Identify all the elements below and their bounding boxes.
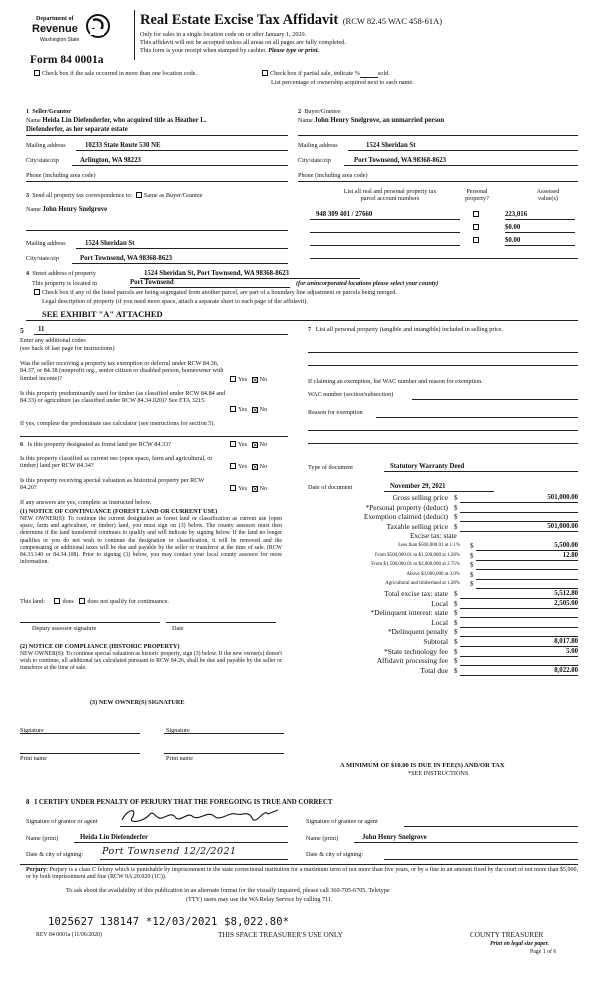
grantor-name-label: Name (print) [26,835,59,842]
grantor-signature[interactable] [118,806,288,828]
parcels-col3-line2: value(s) [538,195,558,203]
sec5-q2-no-label: No [259,406,268,413]
buyer-city-label: City/state/zip [298,157,331,164]
tax-row-2-currency: $ [454,513,458,522]
grantor-date-city-label: Date & city of signing: [26,851,84,858]
grantee-sig-label: Signature of grantee or agent [306,818,378,825]
seller-title: Seller/Grantor [32,108,72,115]
dept-line1: Department of [36,16,74,22]
this-land-row [20,598,169,605]
sec6-q3-yes-checkbox[interactable] [230,485,236,491]
notice1-body: NEW OWNER(S): To continue the current designation as forest land or classification as current use (open space, farm and agriculture, or timber) land, you must sign on (3) below. The county assessor must then determine if the land transferred continues to qualify and will indicate by signing below. If the land no longer qualifies or you do not wish to continue the designation or classification, it will be removed and the compensating or additional taxes will be due and payable by the seller or transferor at the time of sale. (RCW 84.33.140 or 84.34.108). Prior to signing (3) below, you may contact your local county assessor for more information. [20,516,282,566]
same-as-buyer-label: Same as Buyer/Grantee [143,192,203,199]
tax-bracket-3-value[interactable] [476,571,578,580]
grantee-name[interactable]: John Henry Snelgrove [362,834,427,841]
land-does-not-label: does not qualify for continuance. [87,598,169,605]
land-does-checkbox[interactable] [54,598,60,604]
sec5-q1-yes-label: Yes [238,376,248,383]
certify-text: I CERTIFY UNDER PENALTY OF PERJURY THAT THE FOREGOING IS TRUE AND CORRECT [34,799,333,806]
tax-row-0-label: Gross selling price [392,493,448,502]
sec6-q2-answer[interactable] [230,463,267,470]
tax-total-5-currency: $ [454,638,458,646]
buyer-phone-label: Phone (including area code) [298,172,368,179]
add-codes-label: Enter any additional codes [20,337,86,344]
tax-row-2-value[interactable] [460,513,578,522]
sec5-q1-no-label: No [259,376,268,383]
header-note2: This affidavit will not be accepted unless all areas on all pages are fully completed. [140,39,346,46]
sec6-q3-no-checkbox[interactable]: ✕ [252,486,258,493]
seller-name-label: Name [26,117,41,124]
corr-name-label: Name [26,206,41,213]
see-exhibit: SEE EXHIBIT "A" ATTACHED [42,309,163,319]
tax-total-6-value[interactable]: 5.00 [460,648,578,657]
doc-type-label: Type of document [308,464,353,471]
legal-desc-label: Legal description of property (if you need more space, attach a separate sheet to each page of the affidavit). [42,298,308,305]
header-note3-bold: Please type or print. [268,47,320,54]
buyer-heading [298,108,341,115]
this-land-label: This land: [20,598,45,605]
parcels-col1-header [310,188,470,203]
county-treasurer: COUNTY TREASURER [470,931,544,939]
rev-number: REV 84 0001a (11/06/2020) [36,932,102,938]
minimum-due: A MINIMUM OF $10.00 IS DUE IN FEE(S) AND/OR TAX [340,762,505,769]
dept-line3: Washington State [40,37,80,43]
tax-bracket-2-currency: $ [470,561,474,570]
property-num: 4 [26,270,30,277]
sec7-num: 7 [308,326,312,333]
deputy-sig-label: Deputy assessor signature [32,625,97,632]
parcels-col2-line1: Personal [466,188,488,195]
partial-pct-field[interactable] [360,70,378,78]
grantor-name[interactable]: Heida Lin Diefenderfer [80,834,148,841]
parcel-row-1-value[interactable]: $0.00 [505,224,575,233]
tax-total-0-label: Total excise tax: state [384,589,448,598]
perjury-label: Perjury: [26,867,48,873]
tax-total-3-label: Local [431,617,448,627]
buyer-mailing-label: Mailing address [298,142,338,149]
tax-total-1-value[interactable]: 2,505.00 [460,600,578,609]
seller-mailing[interactable]: 10233 State Route 530 NE [85,142,161,149]
parcel-row-0-personal-checkbox[interactable] [473,211,479,217]
seller-phone-label: Phone (including area code) [26,172,96,179]
property-located-note: (for unincorporated locations please select your county) [296,280,439,287]
parcel-row-2-personal-checkbox[interactable] [473,237,479,243]
tax-row-3-label: Taxable selling price [386,521,448,531]
corr-heading [26,192,202,199]
sec6-q2-yes-checkbox[interactable] [230,463,236,469]
parcels-col2-header [452,188,502,203]
form-title-ref: (RCW 82.45 WAC 458-61A) [342,16,443,26]
tax-total-8-currency: $ [454,666,458,675]
doc-type[interactable]: Statutory Warranty Deed [390,463,465,470]
tax-total-0-currency: $ [454,590,458,598]
legal-paper-note: Print on legal size paper. [490,941,550,947]
check-multi-location[interactable] [34,70,197,77]
relay-line2: (TTY) users may use the WA Relay Service by calling 711. [186,896,333,903]
property-street[interactable]: 1524 Sheridan St, Port Townsend, WA 98368-8623 [144,270,289,277]
land-does-not-checkbox[interactable] [79,598,85,604]
parcels-col2-line2: property? [465,195,489,203]
sec6-q3: Is this property receiving special valuation as historical property per RCW 84.26? [20,477,205,492]
wac-label: WAC number (section/subsection) [308,391,394,398]
seller-num: 1 [26,108,30,115]
doc-date[interactable]: November 29, 2021 [390,483,446,490]
tax-total-4-value[interactable] [460,628,578,637]
sec6-q1-answer[interactable] [230,441,267,448]
perjury-block [26,867,578,881]
sec5-q2: Is this property predominantly used for timber (as classified under RCW 84.84 and 84.33) or agriculture (as classified under RCW 84.34.020)? See ETA 3215. [20,390,226,405]
see-back-label: (see back of last page for instructions) [20,345,115,352]
tax-total-7-value[interactable] [460,657,578,666]
sec6-q1-no-checkbox[interactable]: ✕ [252,442,258,449]
multi-location-label: Check box if the sale occurred in more than one location code. [42,70,197,77]
tax-row-2-label: Exemption claimed (deduct) [363,512,448,522]
tax-total-3-currency: $ [454,618,458,627]
sec5-q2-answer[interactable] [230,406,267,413]
sec6-q2-yes-label: Yes [238,463,248,470]
tax-total-6-label: *State technology fee [383,646,448,656]
tax-total-6-currency: $ [454,647,458,656]
tax-total-5-value[interactable]: 8,017.80 [460,638,578,647]
land-does-label: does [62,598,74,605]
page-number: Page 1 of 6 [530,949,557,955]
tax-bracket-0-currency: $ [470,542,474,550]
tax-bracket-1-label: From $500,000.01 to $1,500,000 at 1.28% [375,552,460,558]
header-note3 [140,47,319,54]
receipt-stamp: 1025627 138147 *12/03/2021 $8,022.80* [48,916,290,928]
owner-sig1-label: Signature [20,727,44,734]
tax-total-2-label: *Delinquent interest: state [370,608,448,618]
grantee-date-city-label: Date & city of signing: [306,851,364,858]
seller-heading [26,108,71,115]
sec5-q2-yes-checkbox[interactable] [230,406,236,412]
treasurer-space: THIS SPACE TREASURER'S USE ONLY [218,931,343,939]
form-number: Form 84 0001a [30,54,104,66]
corr-title: Send all property tax correspondence to: [32,192,133,199]
grantee-name-label: Name (print) [306,835,339,842]
tax-total-4-currency: $ [454,628,458,637]
tax-total-7-label: Affidavit processing fee [376,656,448,666]
owner-print1-label: Print name [20,755,47,762]
tax-row-0-currency: $ [454,494,458,502]
header-note1: Only for sales in a single location code on or after January 1, 2020. [140,31,307,38]
relay-line1: To ask about the availability of this publication in an alternate format for the visually impaired, please call 360-705-6705. Teletype [66,887,390,894]
notice3-title: (3) NEW OWNER(S) SIGNATURE [90,699,185,706]
sec6-q2-no-checkbox[interactable]: ✕ [252,464,258,471]
partial-sale-end: sold. [377,70,390,77]
sec8-num: 8 [26,799,30,806]
tax-bracket-0-value[interactable]: 5,500.00 [476,542,578,551]
corr-name-row [26,206,107,214]
tax-total-5-label: Subtotal [423,637,448,646]
seller-mailing-label: Mailing address [26,142,66,149]
tax-total-4-label: *Delinquent penalty [387,627,448,637]
sec6-num: 6 [20,441,24,448]
notice2-title: (2) NOTICE OF COMPLIANCE (HISTORIC PROPERTY) [20,643,180,650]
tax-total-8-value[interactable]: 8,022.80 [460,667,578,676]
partial-sale-checkbox[interactable] [262,70,268,76]
tax-total-2-currency: $ [454,609,458,618]
dor-logo [30,12,110,50]
doc-date-label: Date of document [308,484,353,491]
notice1-title: (1) NOTICE OF CONTINUANCE (FOREST LAND OR CURRENT USE) [20,508,218,515]
tax-total-8-label: Total due [420,665,448,675]
tax-row-0-value[interactable]: 501,000.00 [460,494,578,503]
segregated-label: Check box if any of the listed parcels are being segregated from another parcel, are part of a boundary line adjustment or parcels being merged. [42,289,397,296]
corr-city[interactable]: Port Townsend, WA 98368-8623 [80,255,173,262]
buyer-name[interactable]: John Henry Snelgrove, an unmarried person [314,117,445,124]
land-use-code[interactable]: 11 [38,326,45,333]
see-instructions: *SEE INSTRUCTIONS [408,770,469,777]
sec6-q1-yes-label: Yes [238,441,248,448]
buyer-mailing[interactable]: 1524 Sheridan St [366,142,416,149]
parcel-row-0-value[interactable]: 223,016 [505,211,575,220]
tax-bracket-4-label: Agricultural and timberland at 1.28% [385,581,460,587]
sec6-q3-yes-label: Yes [238,485,248,492]
tax-row-1-value[interactable] [460,504,578,513]
owner-sig2-label: Signature [166,727,190,734]
buyer-num: 2 [298,108,302,115]
seller-name-line2[interactable]: Diefenderfer, as her separate estate [26,126,128,133]
multi-location-checkbox[interactable] [34,70,40,76]
sec5-q1: Was the seller receiving a property tax exemption or deferral under RCW 84.36, 84.37, or 84.38 (nonprofit org., senior citizen or disabled person, homeowner with limited income)? [20,360,224,382]
sec6-q2: Is this property classified as current use (open space, farm and agricultural, or timber) land per RCW 84.34? [20,455,213,470]
parcels-col1-line1: List all real and personal property tax [343,188,437,195]
sec6-q1-yes-checkbox[interactable] [230,441,236,447]
seller-name-line1[interactable]: Heida Lin Diefenderfer, who acquired title as Heather L. [42,117,207,124]
sec5-q1-no-checkbox[interactable]: ✕ [252,377,258,384]
tax-total-7-currency: $ [454,657,458,666]
sec5-q2-yes-label: Yes [238,406,248,413]
corr-mailing-label: Mailing address [26,240,66,247]
seller-city[interactable]: Arlington, WA 98223 [80,157,141,164]
partial-sale-label: Check box if partial sale, indicate % [270,70,360,77]
seller-city-label: City/state/zip [26,157,59,164]
property-located-label: This property is located in [32,280,97,287]
reason-label: Reason for exemption [308,409,363,416]
buyer-city[interactable]: Port Townsend, WA 98368-8623 [354,157,447,164]
property-located[interactable]: Port Townsend [130,279,290,288]
sec6-q3-no-label: No [259,485,268,492]
parcel-row-2-value[interactable]: $0.00 [505,237,575,246]
segregated-checkbox[interactable] [34,289,40,295]
tax-total-1-currency: $ [454,599,458,608]
corr-city-label: City/state/zip [26,255,59,262]
sec5-q2-no-checkbox[interactable]: ✕ [252,407,258,414]
property-street-row [26,270,96,277]
tax-bracket-2-value[interactable] [476,561,578,570]
list-pct-note: List percentage of ownership acquired next to each name. [271,79,414,86]
corr-mailing[interactable]: 1524 Sheridan St [85,240,135,247]
exempt-claim-label: If claiming an exemption, list WAC number and reason for exemption. [308,378,483,385]
grantor-sig-label: Signature of grantor or agent [26,818,98,825]
tax-total-1-label: Local [431,598,448,608]
wa-logo-icon [86,14,110,38]
tax-total-3-value[interactable] [460,619,578,628]
notice2-body: NEW OWNER(S): To continue special valuation as historic property, sign (3) below. If the new owner(s) doesn't wish to continue, all additional tax calculated pursuant to RCW 84.26, shall be due and payable by the seller or transferor at the time of sale. [20,651,282,672]
parcels-col3-header [518,188,578,203]
tax-row-3-currency: $ [454,522,458,531]
sec7-row [308,326,578,333]
buyer-name-label: Name [298,117,313,124]
tax-row-1-label: *Personal property (deduct) [365,502,448,512]
tax-row-3-value[interactable]: 501,000.00 [460,523,578,532]
grantor-date-city[interactable]: Port Townsend 12/2/2021 [102,846,237,857]
check-partial[interactable] [262,70,390,78]
sec6-q3-answer[interactable] [230,485,267,492]
tax-bracket-1-currency: $ [470,551,474,560]
parcel-row-0-number[interactable]: 948 309 401 / 27660 [316,211,373,218]
perjury-text: Perjury is a class C felony which is punishable by imprisonment in the state correctional institution for a maximum term of not more than five years, or by a fine in an amount fixed by the court of not more than $5,000, or by both imprisonment and fine (RCW 9A.20.020 (1C)). [26,867,579,881]
parcel-row-1-personal-checkbox[interactable] [473,224,479,230]
tax-bracket-3-label: Above $3,000,000 at 3.0% [406,571,460,577]
sec6-if-yes: If any answers are yes, complete as instructed below. [20,499,152,506]
deputy-date-label: Date [172,625,184,632]
corr-num: 3 [26,192,30,199]
tax-total-0-value[interactable]: 5,512.80 [460,590,578,599]
header-note3-text: This form is your receipt when stamped by cashier. [140,47,267,54]
property-street-label: Street address of property [32,270,96,277]
tax-bracket-3-currency: $ [470,570,474,579]
parcels-col3-line1: Assessed [536,188,560,195]
form-title-block [140,12,580,29]
same-as-buyer-checkbox[interactable] [136,192,142,198]
owner-print2-label: Print name [166,755,193,762]
tax-bracket-4-value[interactable] [476,580,578,589]
corr-name[interactable]: John Henry Snelgrove [42,206,108,213]
buyer-name-row [298,117,444,125]
tax-bracket-0-label: Less than $500,000.01 at 1.1% [398,543,460,548]
sec6-q1-no-label: No [259,441,268,448]
parcels-col1-line2: parcel account numbers [360,195,420,203]
sec7-text: List all personal property (tangible and intangible) included in selling price. [315,326,504,333]
tax-bracket-1-value[interactable]: 12.80 [476,552,578,561]
seller-name-row [26,117,288,125]
tax-bracket-2-label: From $1,500,000.01 to $3,000,000 at 2.75% [371,562,460,568]
dept-line2: Revenue [32,23,78,35]
sec5-q1-yes-checkbox[interactable] [230,376,236,382]
sec6-q2-no-label: No [259,463,268,470]
excise-tax-label: Excise tax: state [410,532,457,541]
sec5-q1-answer[interactable] [230,376,267,383]
tax-total-2-value[interactable] [460,609,578,618]
sec5-q3: If yes, complete the predominate use calculator (see instructions for section 5). [20,420,216,427]
sec6-q1-row [20,441,171,448]
segregated-row[interactable] [34,289,594,296]
tax-row-1-currency: $ [454,503,458,512]
tax-bracket-4-currency: $ [470,580,474,589]
form-title: Real Estate Excise Tax Affidavit [140,12,339,28]
sec5-num: 5 [20,326,24,335]
sec6-q1: Is this property designated as forest land per RCW 84.33? [27,441,171,448]
buyer-title: Buyer/Grantee [304,108,341,115]
